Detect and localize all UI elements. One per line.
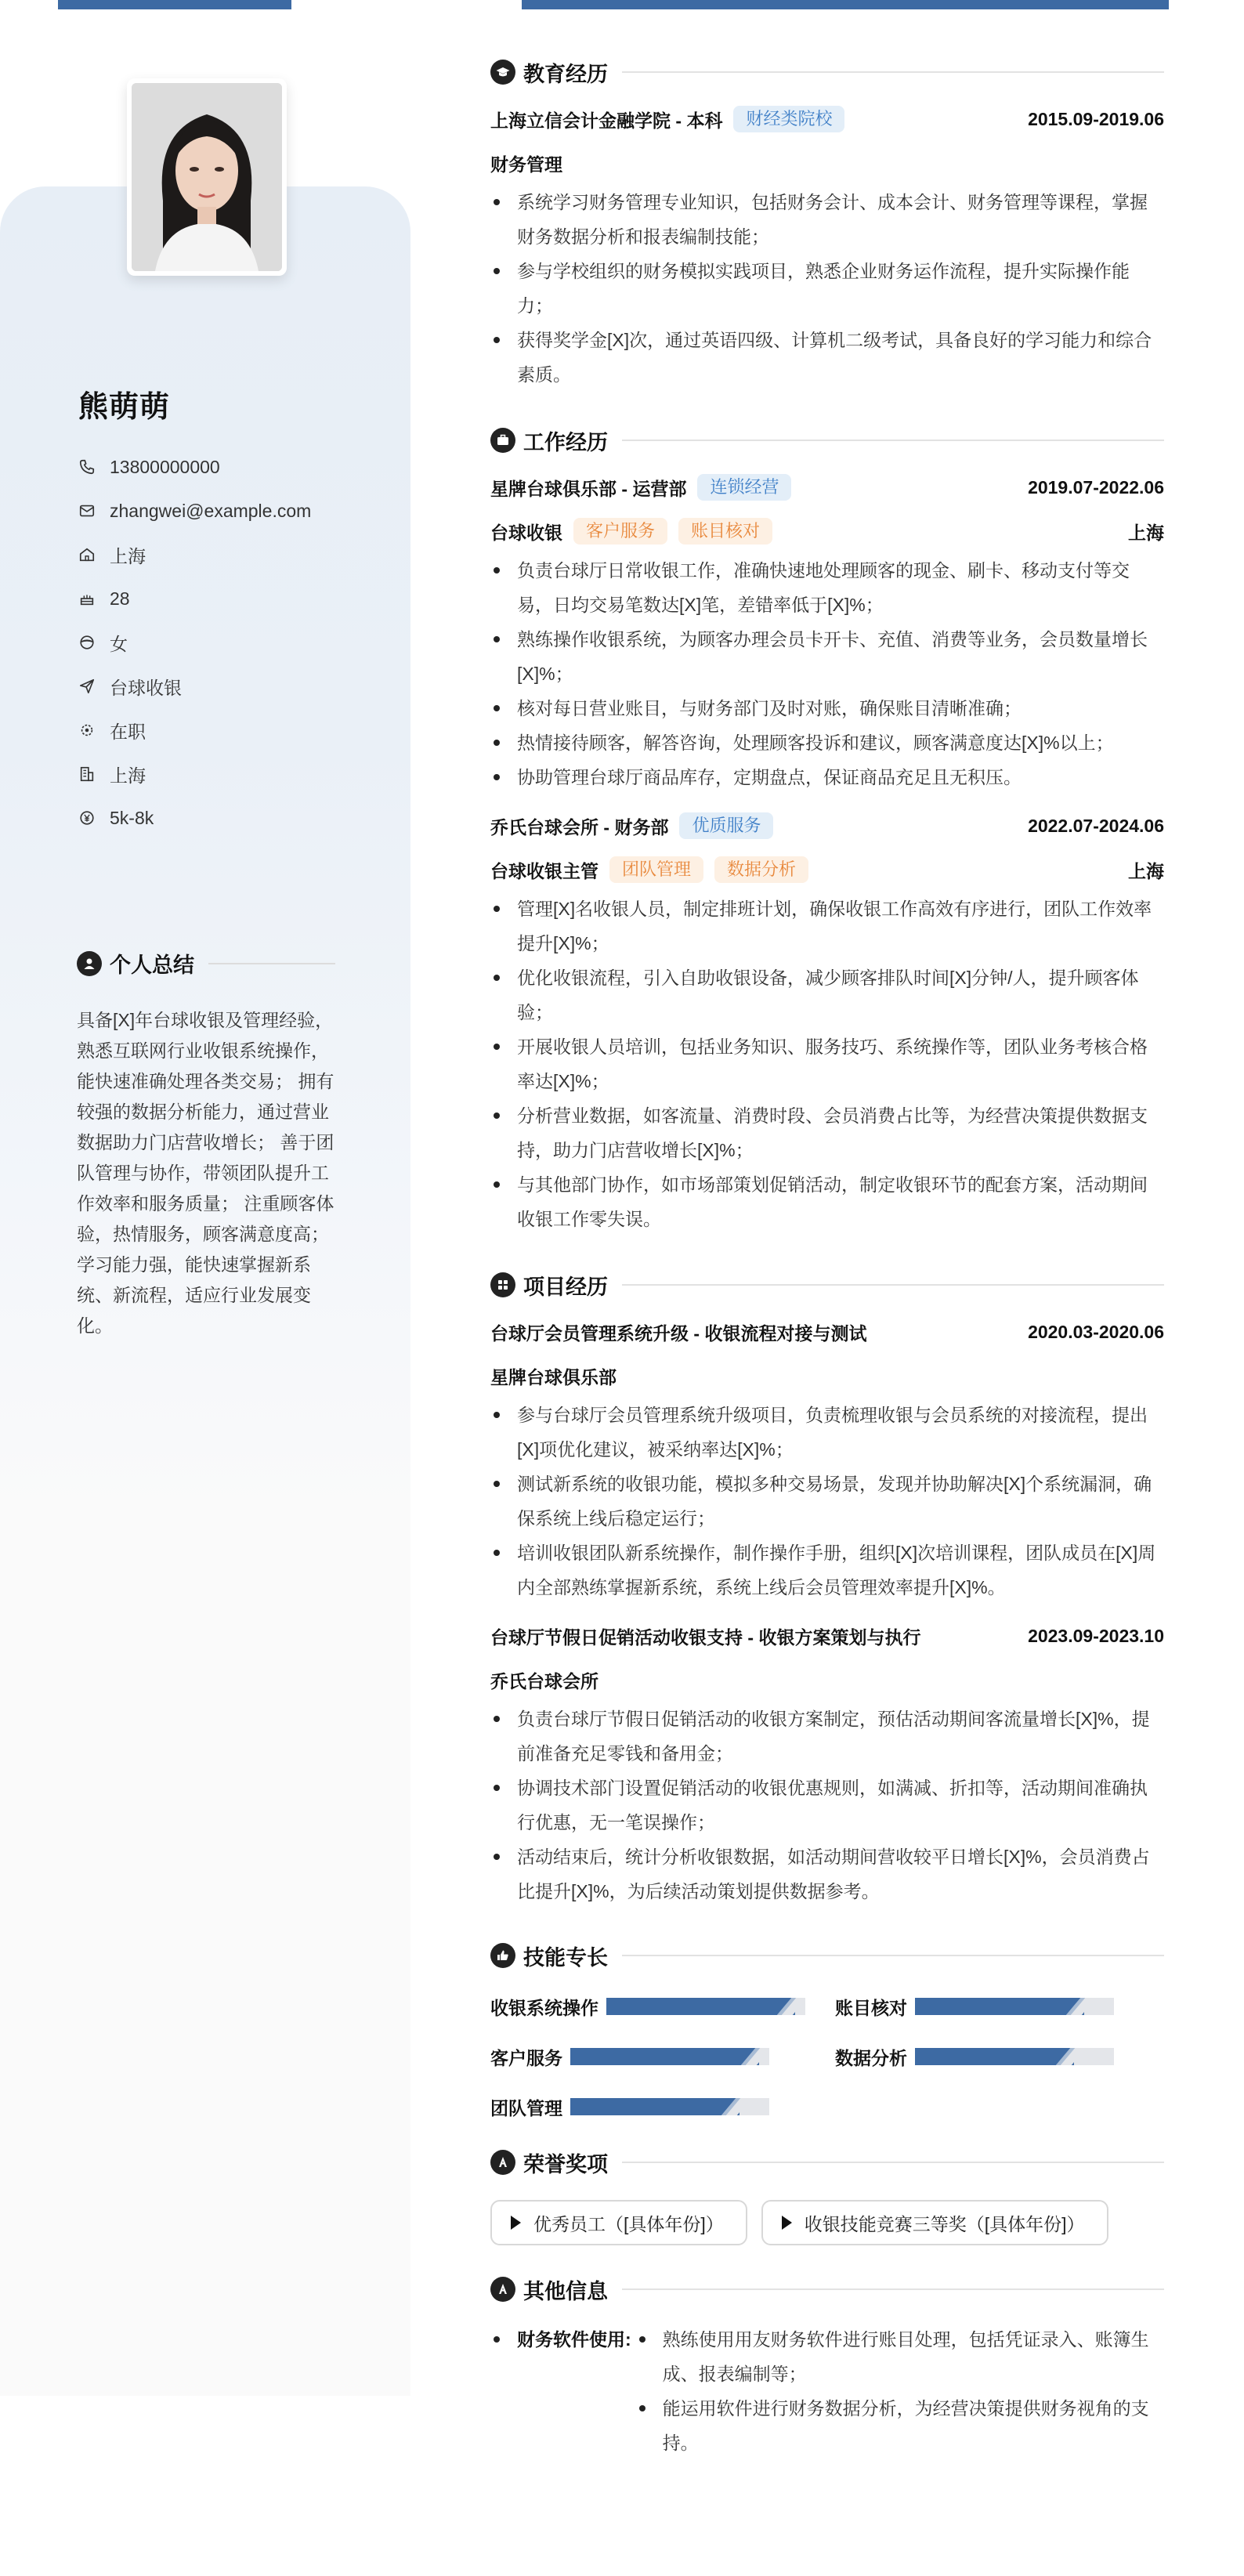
project-org <box>490 1354 1164 1398</box>
role-tag: 团队管理 <box>609 856 703 883</box>
skill-bar <box>570 2048 769 2065</box>
user-icon <box>77 951 102 976</box>
divider <box>622 1955 1164 1956</box>
awards-title: 荣誉奖项 <box>523 2152 608 2176</box>
skill-bar <box>606 1998 805 2015</box>
list-item: 管理[X]名收银人员，制定排班计划，确保收银工作高效有序进行，团队工作效率提升[X]%； <box>490 892 1164 961</box>
position-value: 台球收银 <box>110 677 182 698</box>
home-icon <box>78 546 96 563</box>
send-icon <box>78 678 96 695</box>
main-column <box>490 56 1164 2460</box>
candidate-name: 熊萌萌 <box>78 391 171 424</box>
other-title: 其他信息 <box>523 2279 608 2303</box>
projects-heading <box>490 1269 1164 1301</box>
email-value[interactable]: zhangwei@example.com <box>110 500 312 521</box>
profile-photo <box>127 78 287 276</box>
list-item: 协助管理台球厅商品库存，定期盘点，保证商品充足且无积压。 <box>490 760 1164 794</box>
list-item: 培训收银团队新系统操作，制作操作手册，组织[X]次培训课程，团队成员在[X]周内全部熟练掌握新系统，系统上线后会员管理效率提升[X]%。 <box>490 1536 1164 1605</box>
job-role: 台球收银主管 <box>490 860 598 881</box>
phone-value[interactable]: 13800000000 <box>110 456 220 477</box>
skill-bar <box>915 2048 1114 2065</box>
education-heading <box>490 56 1164 88</box>
skill-name: 收银系统操作 <box>490 1997 598 2018</box>
info-gender <box>78 620 311 664</box>
project-date: 2020.03-2020.06 <box>1028 1321 1164 1342</box>
other-details <box>636 2322 1161 2460</box>
yen-icon <box>78 809 96 827</box>
contact-info-list <box>78 445 311 840</box>
status-icon <box>78 722 96 739</box>
info-icon <box>490 2277 515 2302</box>
home-value: 上海 <box>110 545 146 566</box>
skill-bar-fill <box>915 1998 1084 2015</box>
job-entry <box>490 465 1164 794</box>
skills-heading <box>490 1940 1164 1971</box>
job-city: 上海 <box>1128 860 1164 881</box>
school-name: 上海立信会计金融学院 - 本科 <box>490 110 723 131</box>
education-date: 2015.09-2019.06 <box>1028 108 1164 129</box>
info-phone <box>78 445 311 489</box>
age-value: 28 <box>110 588 130 609</box>
list-item: 参与学校组织的财务模拟实践项目，熟悉企业财务运作流程，提升实际操作能力； <box>490 254 1164 323</box>
divider <box>622 1284 1164 1286</box>
info-status <box>78 708 311 752</box>
thumbs-up-icon <box>490 1943 515 1968</box>
education-entry-head <box>490 97 1164 141</box>
list-item: 能运用软件进行财务数据分析，为经营决策提供财务视角的支持。 <box>636 2391 1161 2460</box>
list-item: 熟练操作收银系统，为顾客办理会员卡开卡、充值、消费等业务，会员数量增长[X]%； <box>490 622 1164 691</box>
list-item: 负责台球厅节假日促销活动的收银方案制定，预估活动期间客流量增长[X]%，提前准备充足零钱和备用金； <box>490 1702 1164 1771</box>
info-salary <box>78 796 311 840</box>
play-icon <box>511 2216 521 2230</box>
skill-name: 数据分析 <box>835 2047 907 2068</box>
skill-item <box>490 2043 835 2070</box>
award-label: 收银技能竞赛三等奖（[具体年份]） <box>804 2213 1085 2234</box>
project-head <box>490 1310 1164 1354</box>
award-chip <box>761 2200 1108 2245</box>
list-item: 获得奖学金[X]次，通过英语四级、计算机二级考试，具备良好的学习能力和综合素质。 <box>490 323 1164 392</box>
job-head <box>490 465 1164 509</box>
education-title: 教育经历 <box>523 62 608 86</box>
cake-icon <box>78 590 96 607</box>
city-value: 上海 <box>110 765 146 786</box>
list-item: 测试新系统的收银功能，模拟多种交易场景，发现并协助解决[X]个系统漏洞，确保系统上线后稳定运行； <box>490 1467 1164 1536</box>
project-head <box>490 1614 1164 1658</box>
skill-item <box>490 1993 835 2020</box>
skill-item <box>835 2043 1164 2070</box>
top-accent-bar-right <box>522 0 1169 9</box>
skills-grid <box>490 1993 1164 2120</box>
divider <box>622 2162 1164 2163</box>
major-name: 财务管理 <box>490 154 562 175</box>
summary-heading <box>77 948 335 979</box>
divider <box>622 2288 1164 2290</box>
skill-name: 团队管理 <box>490 2097 562 2118</box>
role-tag: 数据分析 <box>714 856 808 883</box>
graduation-cap-icon <box>490 60 515 85</box>
grid-icon <box>490 1272 515 1297</box>
job-role-row <box>490 848 1164 892</box>
summary-title: 个人总结 <box>110 953 194 977</box>
building-icon <box>78 765 96 783</box>
project-details <box>490 1398 1164 1605</box>
info-email <box>78 489 311 533</box>
skill-bar-fill <box>915 2048 1074 2065</box>
project-org <box>490 1658 1164 1702</box>
list-item: 开展收银人员培训，包括业务知识、服务技巧、系统操作等，团队业务考核合格率达[X]%； <box>490 1029 1164 1098</box>
skill-bar <box>570 2098 769 2115</box>
skill-bar-fill <box>606 1998 795 2015</box>
project-org-name: 乔氏台球会所 <box>490 1670 598 1691</box>
skill-item <box>835 1993 1164 2020</box>
role-tag: 客户服务 <box>573 518 667 545</box>
job-details <box>490 553 1164 794</box>
gender-icon <box>78 634 96 651</box>
job-head <box>490 804 1164 848</box>
other-info <box>490 2322 1164 2460</box>
divider <box>622 440 1164 441</box>
company-tag: 连锁经营 <box>697 474 791 501</box>
awards-list <box>490 2200 1164 2245</box>
info-age <box>78 577 311 620</box>
list-item: 核对每日营业账目，与财务部门及时对账，确保账目清晰准确； <box>490 691 1164 725</box>
awards-heading <box>490 2147 1164 2178</box>
other-key: 财务软件使用: <box>490 2322 631 2460</box>
phone-icon <box>78 458 96 476</box>
list-item: 协调技术部门设置促销活动的收银优惠规则，如满减、折扣等，活动期间准确执行优惠，无一笔误操作； <box>490 1771 1164 1840</box>
other-heading <box>490 2274 1164 2305</box>
skill-bar <box>915 1998 1114 2015</box>
divider <box>622 71 1164 73</box>
job-date: 2019.07-2022.06 <box>1028 476 1164 497</box>
mail-icon <box>78 502 96 519</box>
company-name: 乔氏台球会所 - 财务部 <box>490 816 669 838</box>
award-icon <box>490 2150 515 2175</box>
job-city: 上海 <box>1128 522 1164 543</box>
education-major <box>490 141 1164 185</box>
award-label: 优秀员工（[具体年份]） <box>533 2213 724 2234</box>
info-city <box>78 752 311 796</box>
list-item: 热情接待顾客，解答咨询，处理顾客投诉和建议，顾客满意度达[X]%以上； <box>490 725 1164 760</box>
project-entry <box>490 1614 1164 1908</box>
project-name: 台球厅节假日促销活动收银支持 - 收银方案策划与执行 <box>490 1626 921 1648</box>
list-item: 活动结束后，统计分析收银数据，如活动期间营收较平日增长[X]%，会员消费占比提升[X]%，为后续活动策划提供数据参考。 <box>490 1840 1164 1908</box>
skill-bar-fill <box>570 2098 740 2115</box>
list-item: 分析营业数据，如客流量、消费时段、会员消费占比等，为经营决策提供数据支持，助力门店营收增长[X]%； <box>490 1098 1164 1167</box>
award-chip <box>490 2200 747 2245</box>
project-date: 2023.09-2023.10 <box>1028 1625 1164 1646</box>
skill-name: 账目核对 <box>835 1997 907 2018</box>
divider <box>208 963 335 964</box>
list-item: 系统学习财务管理专业知识，包括财务会计、成本会计、财务管理等课程，掌握财务数据分析和报表编制技能； <box>490 185 1164 254</box>
skill-name: 客户服务 <box>490 2047 562 2068</box>
work-heading <box>490 425 1164 456</box>
list-item: 熟练使用用友财务软件进行账目处理，包括凭证录入、账簿生成、报表编制等； <box>636 2322 1161 2391</box>
top-accent-bar-left <box>58 0 291 9</box>
info-position <box>78 664 311 708</box>
job-details <box>490 892 1164 1236</box>
skill-item <box>490 2093 835 2120</box>
project-entry <box>490 1310 1164 1605</box>
school-tag: 财经类院校 <box>733 106 844 132</box>
project-name: 台球厅会员管理系统升级 - 收银流程对接与测试 <box>490 1322 867 1344</box>
job-role: 台球收银 <box>490 522 562 543</box>
project-org-name: 星牌台球俱乐部 <box>490 1366 617 1387</box>
list-item: 与其他部门协作，如市场部策划促销活动，制定收银环节的配套方案，活动期间收银工作零失误。 <box>490 1167 1164 1236</box>
job-date: 2022.07-2024.06 <box>1028 815 1164 836</box>
list-item: 参与台球厅会员管理系统升级项目，负责梳理收银与会员系统的对接流程，提出[X]项优化建议，被采纳率达[X]%； <box>490 1398 1164 1467</box>
work-title: 工作经历 <box>523 430 608 454</box>
skill-bar-fill <box>570 2048 759 2065</box>
summary-text: 具备[X]年台球收银及管理经验，熟悉互联网行业收银系统操作，能快速准确处理各类交易； 拥有较强的数据分析能力，通过营业数据助力门店营收增长； 善于团队管理与协作，带领团队提升工作效率和服务质量； 注重顾客体验，热情服务，顾客满意度高； 学习能力强，能快速掌握新系统、新流程，适应行业发展变化。 <box>77 1010 335 1336</box>
role-tag: 账目核对 <box>678 518 772 545</box>
gender-value: 女 <box>110 633 128 654</box>
projects-title: 项目经历 <box>523 1275 608 1299</box>
skills-title: 技能专长 <box>523 1945 608 1970</box>
education-details <box>490 185 1164 392</box>
company-name: 星牌台球俱乐部 - 运营部 <box>490 478 687 499</box>
job-entry <box>490 804 1164 1236</box>
job-role-row <box>490 509 1164 553</box>
list-item: 优化收银流程，引入自助收银设备，减少顾客排队时间[X]分钟/人，提升顾客体验； <box>490 961 1164 1029</box>
info-home <box>78 533 311 577</box>
salary-value: 5k-8k <box>110 807 154 828</box>
status-value: 在职 <box>110 721 146 742</box>
list-item: 负责台球厅日常收银工作，准确快速地处理顾客的现金、刷卡、移动支付等交易，日均交易笔数达[X]笔，差错率低于[X]%； <box>490 553 1164 622</box>
play-icon <box>782 2216 792 2230</box>
briefcase-icon <box>490 428 515 453</box>
company-tag: 优质服务 <box>679 812 773 839</box>
project-details <box>490 1702 1164 1908</box>
